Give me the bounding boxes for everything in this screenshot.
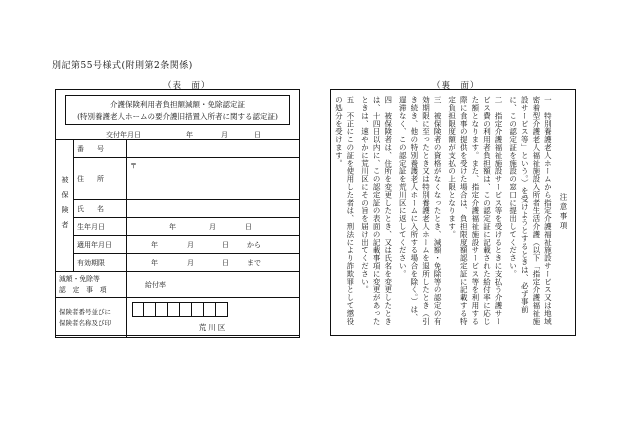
number-value bbox=[127, 140, 300, 158]
insurer-number-box bbox=[144, 302, 156, 317]
back-side-label: （裏 面） bbox=[432, 81, 480, 91]
insurer-number-box bbox=[180, 302, 192, 317]
applied-date-value bbox=[127, 236, 300, 254]
notes-title: 注意事項 bbox=[559, 193, 568, 231]
insurer-label-line2: 保険者名称及び印 bbox=[59, 318, 111, 327]
expiry-month-unit: 月 bbox=[187, 259, 194, 267]
note-item: 一 特別養護老人ホームから指定介護福祉施設サービス又は地域密着型介護老人福祉施設入所者生活介護（以下「指定介護福祉施設サービス等」という。）を受けようとするときは、必ず事前に、この認定証を施設の窓口に提出してください。 bbox=[508, 96, 553, 326]
birth-year-unit: 年 bbox=[169, 223, 176, 231]
certificate-table bbox=[55, 139, 300, 338]
insurer-number-box bbox=[156, 302, 168, 317]
name-label: 氏 名 bbox=[74, 200, 127, 218]
insurer-number-box bbox=[192, 302, 204, 317]
certificate-title-main: 介護保険利用者負担額減額・免除認定証 bbox=[110, 100, 245, 109]
benefit-rate-label: 給付率 bbox=[145, 281, 166, 289]
certificate-title bbox=[65, 95, 290, 125]
reduction-label-line1: 減額・免除等 bbox=[59, 274, 100, 283]
front-side-label: （表 面） bbox=[163, 81, 211, 91]
reduction-value bbox=[127, 272, 300, 298]
issue-month-unit: 月 bbox=[221, 131, 228, 139]
number-label: 番 号 bbox=[74, 140, 127, 158]
insurer-value bbox=[127, 298, 300, 338]
note-item: 二 指定介護福祉施設サービス等を受けるときに支払う介護サービス費の利用者負担額は、この認定証に記載された給付率に応じた額となります。また、指定介護福祉施設サービス等を利用する際に食事の提供を受けた場合は、負担限度額認定証に記載する特定負担限度額が支払の上限となります。 bbox=[447, 96, 504, 326]
expiry-day-unit: 日 bbox=[222, 259, 229, 267]
certificate-front bbox=[55, 89, 300, 336]
reduction-label bbox=[56, 272, 127, 298]
insured-group-label: 被保険者 bbox=[56, 140, 74, 272]
insurer-name: 荒川区 bbox=[198, 323, 228, 332]
expiry-value bbox=[127, 254, 300, 272]
birth-month-unit: 月 bbox=[209, 223, 216, 231]
insurer-number-box bbox=[204, 302, 216, 317]
insurer-number-boxes bbox=[132, 302, 228, 317]
address-label: 住 所 bbox=[74, 158, 127, 200]
expiry-year-unit: 年 bbox=[151, 259, 158, 267]
form-reference: 別記第55号様式(附則第2条関係) bbox=[52, 61, 193, 71]
issue-year-unit: 年 bbox=[186, 131, 193, 139]
expiry-until: まで bbox=[247, 259, 261, 267]
insurer-number-box bbox=[132, 302, 144, 317]
applied-year-unit: 年 bbox=[151, 241, 158, 249]
applied-date-label: 適用年月日 bbox=[74, 236, 127, 254]
issue-date-label: 交付年月日 bbox=[106, 131, 141, 139]
address-value bbox=[127, 158, 300, 200]
certificate-title-sub: (特別養護老人ホームの要介護旧措置入所者に関する認定証) bbox=[77, 112, 278, 121]
expiry-label: 有効期限 bbox=[74, 254, 127, 272]
birth-day-unit: 日 bbox=[245, 223, 252, 231]
name-value bbox=[127, 200, 300, 218]
insurer-label bbox=[56, 298, 127, 338]
notes-text bbox=[330, 96, 569, 328]
certificate-back bbox=[330, 89, 576, 336]
insurer-label-line1: 保険者番号並びに bbox=[59, 307, 111, 316]
insurer-number-box bbox=[168, 302, 180, 317]
note-item: 三 被保険者の資格がなくなったとき、減額・免除等の認定の有効期限に至ったとき又は特別養護老人ホームを退所したとき（引き続き、他の特別養護老人ホームに入所する場合を除く。）は、遅滞なく、この認定証を荒川区に返してください。 bbox=[398, 96, 443, 326]
reduction-label-line2: 認 定 事 項 bbox=[59, 285, 107, 294]
issue-day-unit: 日 bbox=[254, 131, 261, 139]
applied-month-unit: 月 bbox=[187, 241, 194, 249]
insurer-number-box bbox=[216, 302, 228, 317]
birth-label: 生年月日 bbox=[74, 218, 127, 236]
applied-from: から bbox=[247, 241, 261, 249]
note-item: 四 被保険者は、住所を変更したとき、又は氏名を変更したときは、十四日以内に、この認定証の表面の記載事項に変更があったときは、速やかに荒川区にその旨を届け出てください。 bbox=[360, 96, 393, 326]
applied-day-unit: 日 bbox=[222, 241, 229, 249]
note-item: 五 不正にこの証を使用した者は、刑法により詐欺罪として懲役の処分を受けます。 bbox=[334, 96, 355, 326]
birth-value bbox=[127, 218, 300, 236]
postal-mark: 〒 bbox=[130, 162, 137, 170]
